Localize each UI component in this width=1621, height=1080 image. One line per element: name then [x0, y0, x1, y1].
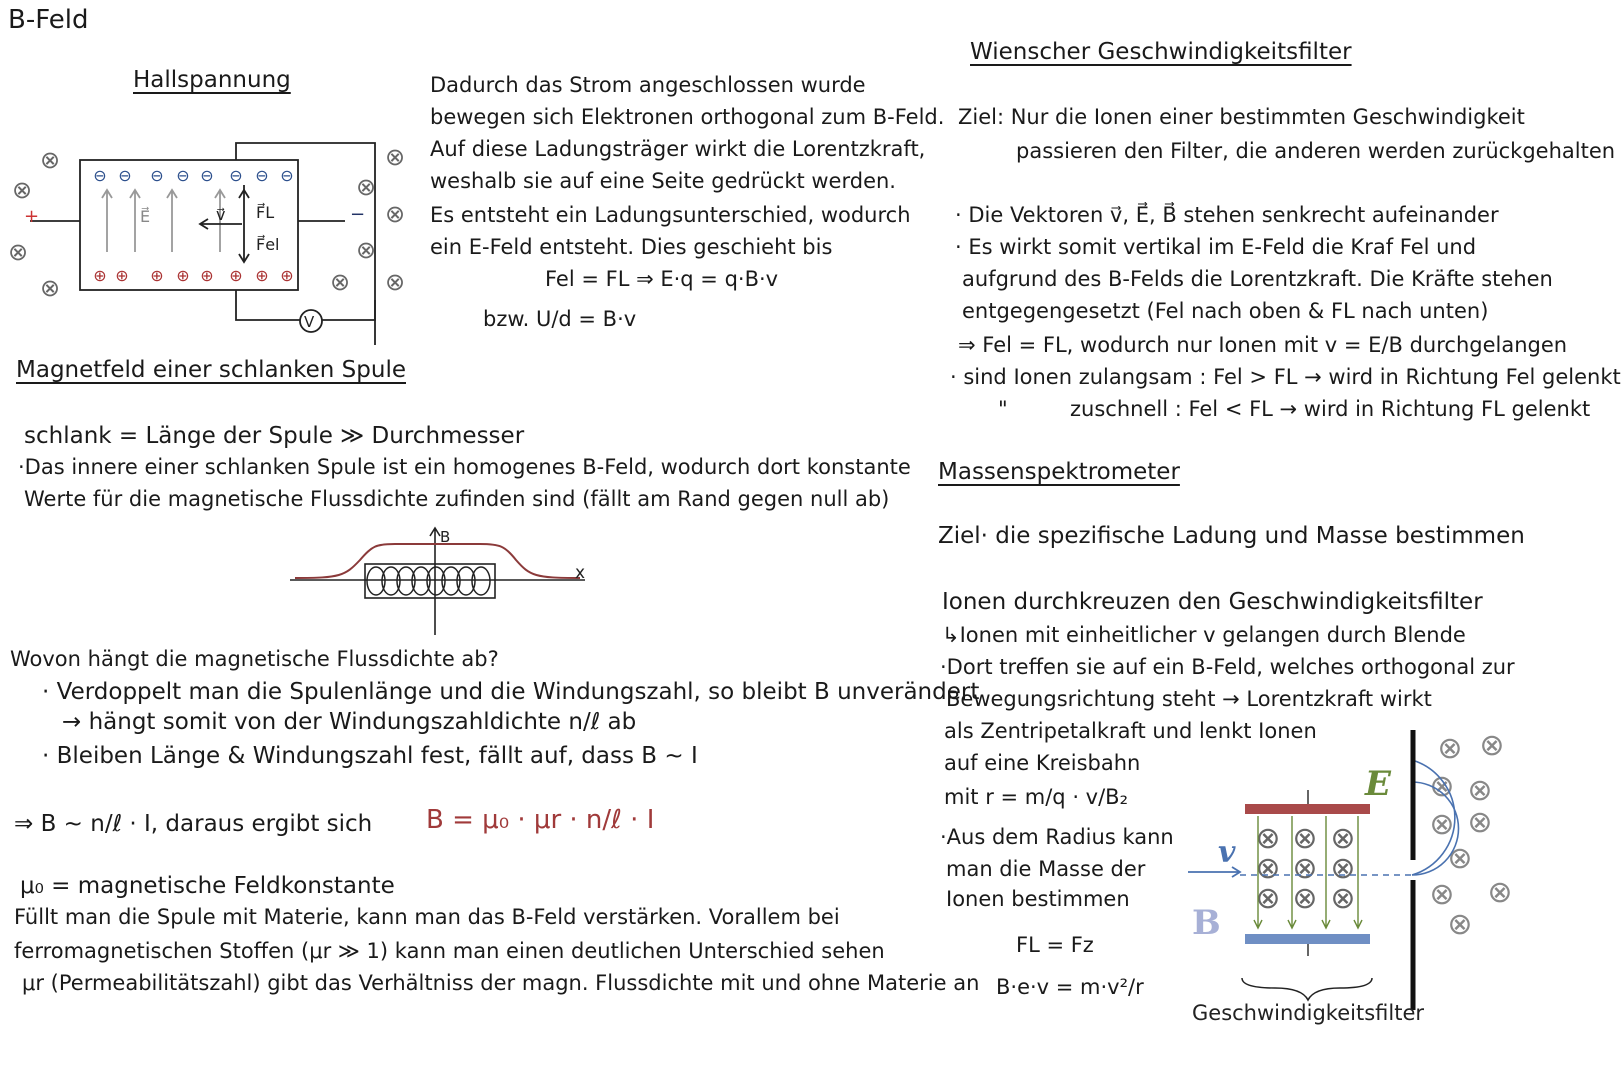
coil-field-diagram: [280, 520, 600, 640]
axis-b-label: B: [440, 528, 451, 546]
wien-title: Wienscher Geschwindigkeitsfilter: [970, 39, 1352, 65]
electron-symbol: ⊖: [229, 166, 243, 185]
plus-sign: +: [24, 206, 40, 227]
bfield-into-page-icon: ⊗: [7, 238, 29, 266]
proton-symbol: ⊕: [255, 266, 269, 285]
wien-bullet-3: aufgrund des B-Felds die Lorentzkraft. Die Kräfte stehen: [962, 267, 1553, 291]
bfield-into-page-icon: ⊗: [355, 173, 377, 201]
result-prefix: ⇒ B ~ n/ℓ · I, daraus ergibt sich: [14, 811, 373, 837]
bullet-1b: → hängt somit von der Windungszahldichte n/ℓ ab: [62, 709, 637, 735]
spule-line-1: schlank = Länge der Spule ≫ Durchmesser: [24, 423, 525, 449]
page-title: B-Feld: [8, 5, 89, 35]
bfield-into-page-icon: ⊗: [1447, 907, 1473, 942]
mass-line-4: Bewegungsrichtung steht → Lorentzkraft wirkt: [946, 687, 1432, 711]
proton-symbol: ⊕: [280, 266, 294, 285]
mass-title: Massenspektrometer: [938, 459, 1180, 485]
bfield-into-page-icon: ⊗: [1330, 851, 1356, 886]
bfield-into-page-icon: ⊗: [1292, 821, 1318, 856]
bfield-into-page-icon: ⊗: [39, 146, 61, 174]
bfield-into-page-icon: ⊗: [1487, 875, 1513, 910]
hall-formula-1: Fel = FL ⇒ E·q = q·B·v: [545, 267, 779, 291]
hall-text-line-5: Es entsteht ein Ladungsunterschied, wodurch: [430, 203, 911, 227]
hall-text-line-3: Auf diese Ladungsträger wirkt die Lorentzkraft,: [430, 137, 926, 161]
proton-symbol: ⊕: [93, 266, 107, 285]
ms-label-E: E: [1365, 764, 1391, 804]
bfield-into-page-icon: ⊗: [11, 176, 33, 204]
ms-label-v: v: [1218, 835, 1236, 870]
proton-symbol: ⊕: [115, 266, 129, 285]
mass-line-10: Ionen bestimmen: [946, 887, 1130, 911]
mu0-definition: μ₀ = magnetische Feldkonstante: [20, 873, 395, 899]
ms-caption: Geschwindigkeitsfilter: [1192, 1001, 1424, 1025]
voltmeter-label: V: [304, 313, 315, 331]
wien-bullet-6: · sind Ionen zulangsam : Fel > FL → wird in Richtung Fel gelenkt: [950, 365, 1621, 389]
question: Wovon hängt die magnetische Flussdichte ab?: [10, 647, 499, 671]
label-Fel: F⃗el: [256, 235, 280, 254]
bfield-into-page-icon: ⊗: [1330, 821, 1356, 856]
bfield-into-page-icon: ⊗: [1429, 807, 1455, 842]
mass-formula-1: FL = Fz: [1016, 933, 1094, 957]
electron-symbol: ⊖: [200, 166, 214, 185]
result-formula: B = μ₀ · μr · n/ℓ · I: [426, 805, 655, 835]
bfield-into-page-icon: ⊗: [384, 143, 406, 171]
wien-bullet-1: · Die Vektoren v⃗, E⃗, B⃗ stehen senkrecht aufeinander: [955, 203, 1499, 227]
fill-line-1: Füllt man die Spule mit Materie, kann man das B-Feld verstärken. Vorallem bei: [14, 905, 840, 929]
electron-symbol: ⊖: [255, 166, 269, 185]
proton-symbol: ⊕: [200, 266, 214, 285]
mass-line-1: Ionen durchkreuzen den Geschwindigkeitsfilter: [942, 589, 1483, 615]
hall-text-line-2: bewegen sich Elektronen orthogonal zum B-Feld.: [430, 105, 945, 129]
bfield-into-page-icon: ⊗: [1255, 851, 1281, 886]
mass-formula-2: B·e·v = m·v²/r: [996, 975, 1144, 999]
hall-diagram: [0, 0, 420, 345]
bullet-2: · Bleiben Länge & Windungszahl fest, fällt auf, dass B ~ I: [42, 743, 698, 769]
bfield-into-page-icon: ⊗: [1330, 881, 1356, 916]
bfield-into-page-icon: ⊗: [355, 236, 377, 264]
hall-text-line-1: Dadurch das Strom angeschlossen wurde: [430, 73, 866, 97]
spule-line-3: Werte für die magnetische Flussdichte zufinden sind (fällt am Rand gegen null ab): [24, 487, 890, 511]
bfield-into-page-icon: ⊗: [1479, 728, 1505, 763]
electron-symbol: ⊖: [118, 166, 132, 185]
mass-spectrometer-diagram: [1180, 720, 1520, 1040]
proton-symbol: ⊕: [229, 266, 243, 285]
mass-line-9: man die Masse der: [946, 857, 1146, 881]
bfield-into-page-icon: ⊗: [1437, 731, 1463, 766]
wien-bullet-5: ⇒ Fel = FL, wodurch nur Ionen mit v = E/B durchgelangen: [958, 333, 1568, 357]
mass-line-3: ·Dort treffen sie auf ein B-Feld, welches orthogonal zur: [940, 655, 1515, 679]
proton-symbol: ⊕: [176, 266, 190, 285]
bfield-into-page-icon: ⊗: [1255, 881, 1281, 916]
bfield-into-page-icon: ⊗: [1429, 769, 1455, 804]
bfield-into-page-icon: ⊗: [1292, 881, 1318, 916]
label-FL: F⃗L: [256, 203, 275, 222]
bfield-into-page-icon: ⊗: [329, 268, 351, 296]
wien-ziel-2: passieren den Filter, die anderen werden zurückgehalten: [1016, 139, 1616, 163]
mass-line-2: ↳Ionen mit einheitlicher v gelangen durch Blende: [942, 623, 1466, 647]
bfield-into-page-icon: ⊗: [39, 274, 61, 302]
axis-x-label: x: [575, 563, 586, 583]
electron-symbol: ⊖: [280, 166, 294, 185]
ms-label-B: B: [1192, 903, 1221, 943]
bfield-into-page-icon: ⊗: [1255, 821, 1281, 856]
mass-ziel: Ziel· die spezifische Ladung und Masse bestimmen: [938, 523, 1525, 549]
hall-text-line-4: weshalb sie auf eine Seite gedrückt werden.: [430, 169, 896, 193]
mass-line-6: auf eine Kreisbahn: [944, 751, 1141, 775]
electron-symbol: ⊖: [176, 166, 190, 185]
wien-bullet-7: zuschnell : Fel < FL → wird in Richtung FL gelenkt: [1070, 397, 1591, 421]
wien-ditto: ": [998, 397, 1008, 421]
bfield-into-page-icon: ⊗: [1447, 841, 1473, 876]
bfield-into-page-icon: ⊗: [384, 200, 406, 228]
spule-title: Magnetfeld einer schlanken Spule: [16, 357, 406, 383]
mass-line-5: als Zentripetalkraft und lenkt Ionen: [944, 719, 1317, 743]
bfield-into-page-icon: ⊗: [1292, 851, 1318, 886]
bfield-into-page-icon: ⊗: [1467, 805, 1493, 840]
proton-symbol: ⊕: [150, 266, 164, 285]
fill-line-2: ferromagnetischen Stoffen (μr ≫ 1) kann man einen deutlichen Unterschied sehen: [14, 939, 885, 963]
bullet-1: · Verdoppelt man die Spulenlänge und die Windungszahl, so bleibt B unverändert: [42, 679, 980, 705]
hall-title: Hallspannung: [133, 67, 291, 93]
wien-bullet-2: · Es wirkt somit vertikal im E-Feld die Kraf Fel und: [955, 235, 1477, 259]
wien-bullet-4: entgegengesetzt (Fel nach oben & FL nach unten): [962, 299, 1489, 323]
fill-line-3: μr (Permeabilitätszahl) gibt das Verhältniss der magn. Flussdichte mit und ohne Materie an: [22, 971, 980, 995]
wien-ziel-1: Ziel: Nur die Ionen einer bestimmten Geschwindigkeit: [958, 105, 1525, 129]
mass-line-7: mit r = m/q · v/B₂: [944, 785, 1128, 809]
electron-symbol: ⊖: [93, 166, 107, 185]
label-E: E⃗: [140, 207, 151, 226]
hall-formula-2: bzw. U/d = B·v: [483, 307, 637, 331]
spule-line-2: ·Das innere einer schlanken Spule ist ein homogenes B-Feld, wodurch dort konstante: [18, 455, 911, 479]
bfield-into-page-icon: ⊗: [1429, 877, 1455, 912]
bfield-into-page-icon: ⊗: [384, 268, 406, 296]
electron-symbol: ⊖: [150, 166, 164, 185]
minus-sign: −: [350, 204, 366, 225]
bfield-into-page-icon: ⊗: [1467, 773, 1493, 808]
label-v: v⃗: [216, 205, 226, 224]
hall-text-line-6: ein E-Feld entsteht. Dies geschieht bis: [430, 235, 833, 259]
mass-line-8: ·Aus dem Radius kann: [940, 825, 1174, 849]
